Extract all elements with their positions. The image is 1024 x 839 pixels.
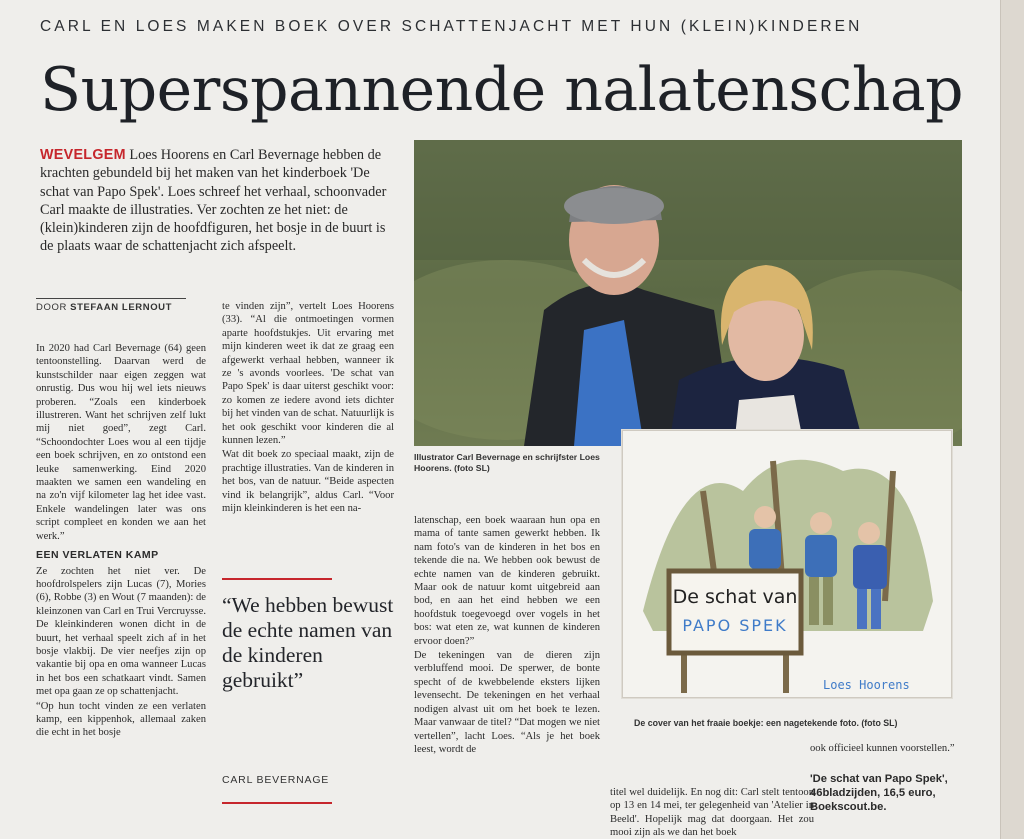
article-headline: Superspannende nalatenschap (40, 55, 964, 125)
quote-rule-top (222, 578, 332, 580)
pull-quote-author: CARL BEVERNAGE (222, 774, 330, 786)
column-paragraph: ook officieel kunnen voorstellen.” (810, 743, 955, 754)
quote-rule-bottom (222, 802, 332, 804)
column-3 (414, 514, 600, 757)
byline (36, 298, 186, 313)
dateline-place: WEVELGEM (40, 147, 126, 163)
cover-sign-line2: PAPO SPEK (682, 616, 788, 635)
book-info-publisher: Boekscout.be. (810, 801, 887, 813)
column-paragraph: “Op hun tocht vinden ze een verlaten kamp, een kippenhok, allemaal zaken die echt in het bosje (36, 700, 206, 739)
column-1 (36, 342, 206, 741)
pull-quote: “We hebben bewust de echte namen van de kinderen gebruikt” (222, 593, 394, 692)
page-gutter (1000, 0, 1024, 839)
photo-caption: Illustrator Carl Bevernage en schrijfster Loes Hoorens. (foto SL) (414, 452, 600, 473)
book-info (810, 772, 980, 814)
article-kicker: CARL EN LOES MAKEN BOEK OVER SCHATTENJACHT MET HUN (KLEIN)KINDEREN (40, 18, 863, 35)
book-info-details: 46bladzijden, 16,5 euro, (810, 787, 936, 799)
cover-caption: De cover van het fraaie boekje: een nagetekende foto. (foto SL) (634, 718, 898, 728)
column-5 (810, 742, 976, 756)
column-paragraph: De tekeningen van de dieren zijn verbluffend mooi. De sperwer, de bonte specht of de kwebbelende eksters lijken levensecht. De tekeningen en het verhaal nodigen alvast uit om het boek te lezen. Maar vanwaar de titel? “Dat mogen we niet vertellen”, lacht Loes. “Als je het boek leest, wordt de (414, 650, 600, 755)
cover-illustration (623, 431, 952, 698)
byline-prefix: DOOR (36, 302, 67, 313)
column-2 (222, 300, 394, 517)
cover-author: Loes Hoorens (823, 678, 910, 692)
article-lead (40, 146, 402, 256)
section-subhead: EEN VERLATEN KAMP (36, 549, 159, 562)
column-paragraph: latenschap, een boek waaraan hun opa en mama of tante samen gewerkt hebben. Ik nam foto's van de kinderen in het bos en tekende die na. We hebben ook bewust de echte namen van de kinderen gebruikt. Maar ook de natuur komt uitgebreid aan bod, en aan het eind hebben we een hoofdstuk toegevoegd over vogels in het bos: wat eten ze, wat kunnen de kinderen ervoor doen?” (414, 515, 600, 647)
article-photo (414, 140, 962, 446)
column-paragraph: titel wel duidelijk. En nog dit: Carl stelt tentoon op 13 en 14 mei, ter gelegenheid van 'Atelier in Beeld'. Hopelijk mag dat doorgaan. Het zou mooi zijn als we dan het boek (610, 787, 814, 839)
photo-illustration (414, 140, 962, 446)
book-info-title: 'De schat van Papo Spek', (810, 773, 948, 785)
byline-author: STEFAAN LERNOUT (70, 302, 173, 313)
column-paragraph: In 2020 had Carl Bevernage (64) geen tentoonstelling. Daarvan werd de kunstschilder naar eigen zeggen wat onrustig. Dus wou hij wel iets nieuws proberen. “Zoals een kinderboek illustreren. Want het schrijven zelf lukt mij niet goed”, zegt Carl. “Schoondochter Loes wou al een tijdje een boek schrijven, en zo ontstond een leuke samenwerking. Eind 2020 maakten we samen een wandeling en na zo'n vijf kilometer lag het idee vast. Enkele wandelingen later was ons script compleet en konden we aan het werk.” (36, 343, 206, 542)
column-paragraph: Ze zochten het niet ver. De hoofdrolspelers zijn Lucas (7), Mories (6), Robbe (3) en Wout (7 maanden): de kleinzonen van Carl en Trui Vercruysse. De kleinkinderen wonen dicht in de buurt, het verhaal speelt zich af in het bosje vlakbij. De vier neefjes zijn op vakantie bij opa en oma wanneer Lucas in het bos een schatkaart vindt. Samen met opa gaan ze op schattenjacht. (36, 565, 206, 698)
cover-sign-line1: De schat van (672, 586, 798, 608)
column-paragraph: Wat dit boek zo speciaal maakt, zijn de prachtige illustraties. Van de kinderen in het bos, van de natuur. “Beide aspecten vind ik belangrijk”, aldus Carl. “Voor mijn kleinkinderen is het een na- (222, 449, 394, 515)
column-paragraph: te vinden zijn”, vertelt Loes Hoorens (33). “Al die ontmoetingen vormen aparte hoofdstukjes. Uit ervaring met mijn kinderen weet ik dat ze graag een afgewerkt verhaal hebben, wanneer ik ze 's avonds voorlees. 'De schat van Papo Spek' is daar uiterst geschikt voor: zo komen ze iedere avond iets dichter bij het vinden van de schat. Natuurlijk is het ook geschikt voor kinderen die al kunnen lezen.” (222, 301, 394, 447)
lead-text: Loes Hoorens en Carl Bevernage hebben de krachten gebundeld bij het maken van het kinderboek 'De schat van Papo Spek'. Loes schreef het verhaal, schoonvader Carl maakte de illustraties. Ver zochten ze het niet: de (klein)kinderen zijn de hoofdfiguren, het bosje in de buurt is de plaats waar de schattenjacht zich afspeelt. (40, 147, 387, 255)
column-4 (610, 786, 814, 839)
book-cover (622, 430, 952, 698)
